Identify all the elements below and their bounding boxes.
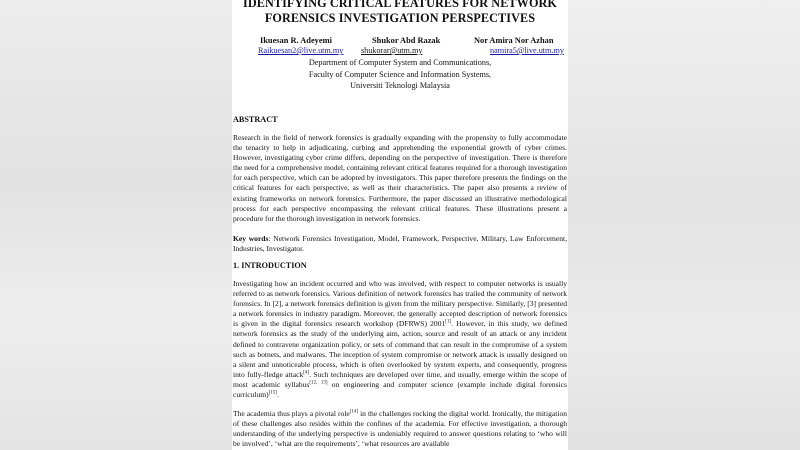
affiliation-line-3: Universiti Teknologi Malaysia — [350, 81, 450, 90]
citation-1: [1] — [445, 319, 452, 325]
citation-14: [14] — [349, 409, 359, 415]
document-page — [232, 0, 568, 450]
author-email-link-1[interactable]: Raikuesan2@live.utm.my — [258, 46, 344, 55]
intro-p2-part-b: in the challenges rocking the digital world. Ironically, the mitigation of these challenges also resides within the confines of the academia. For effective investigation, a thorough understanding of the underlying perspective is undeniably required to answer questions relating to ‘who will be involved’, ‘what are the requirements’, ‘what resources are available — [233, 409, 567, 449]
intro-p1-part-e: . — [276, 390, 279, 400]
citation-15: [15] — [268, 390, 277, 396]
keywords-text: : Network Forensics Investigation, Model, Framework, Perspective, Military, Law Enforcement, Industries, Investigator. — [233, 234, 568, 254]
introduction-heading: 1. INTRODUCTION — [233, 261, 307, 270]
keywords-label: Key words — [233, 234, 269, 243]
affiliation-line-1: Department of Computer System and Communications, — [308, 58, 492, 67]
intro-p2-part-a: The academia thus plays a pivotal role — [233, 409, 350, 418]
paper-title-line-2: FORENSICS INVESTIGATION PERSPECTIVES — [264, 11, 536, 25]
citation-12-13: [12, 13] — [309, 380, 328, 386]
abstract-text: Research in the field of network forensics is gradually expanding with the propensity to fully accommodate the tenacity to help in adjudicating, curbing and apprehending the exponential growth of cyber crimes. However, investigating cyber crime differs, depending on the perspective of investigation. There is therefore the need for a comprehensive model, containing relevant critical features required for a thorough investigation for each perspective, which can be adopted by investigators. This paper therefore presents the findings on the critical features for each perspective, as well as their characteristics. The paper also presents a review of existing frameworks on network forensics. Furthermore, the paper discussed an illustrative methodological process for each perspective encompassing the relevant critical features. These illustrations present a procedure for the thorough investigation in network forensics. — [233, 133, 567, 223]
introduction-paragraph-1 — [233, 279, 567, 400]
paper-title-line-1: IDENTIFYING CRITICAL FEATURES FOR NETWORK — [242, 0, 558, 10]
intro-p1-part-b: . However, in this study, we defined network forensics as the study of the underlying aim, action, source and result of an attack or any incident defined to contravene organization policy, or sets of command that can result in the compromise of a system such as botnets, and malwares. The inception of system compromise or network attack is usually designed on a silent and unnoticeable process, which is often overlooked by system experts, and consequently, progress into fully-fledge attack — [233, 319, 567, 379]
intro-p1-part-d: on engineering and computer science (example include digital forensics curriculum) — [233, 379, 567, 400]
intro-p1-part-c: . Such techniques are developed over time, and usually, emerge within the scope of most academic syllabus — [233, 369, 568, 389]
author-email-link-3[interactable]: namira5@live.utm.my — [490, 46, 564, 55]
background-right — [568, 0, 800, 450]
citation-4: [4] — [303, 370, 310, 376]
author-name-1: Ikuesan R. Adeyemi — [260, 36, 332, 45]
intro-p1-part-a: Investigating how an incident occurred and who was involved, with respect to computer networks is usually referred to as network forensics. Various definition of network forensics has trailed the community of network forensics. In [2], a network forensics definition is given from the military perspective. Similarly, [3] presented a network forensics in industry paradigm. Moreover, the generally accepted description of network forensics is given in the digital forensics research workshop (DFRWS) 2001 — [233, 279, 567, 329]
abstract-heading: ABSTRACT — [233, 115, 278, 124]
introduction-paragraph-2 — [233, 409, 567, 449]
author-email-2: shukorar@utm.my — [361, 46, 423, 55]
background-left — [0, 0, 232, 450]
author-name-2: Shukor Abd Razak — [372, 36, 441, 45]
affiliation-line-2: Faculty of Computer Science and Information Systems, — [308, 70, 492, 79]
author-name-3: Nor Amira Nor Azhan — [474, 36, 554, 45]
keywords — [233, 234, 567, 254]
